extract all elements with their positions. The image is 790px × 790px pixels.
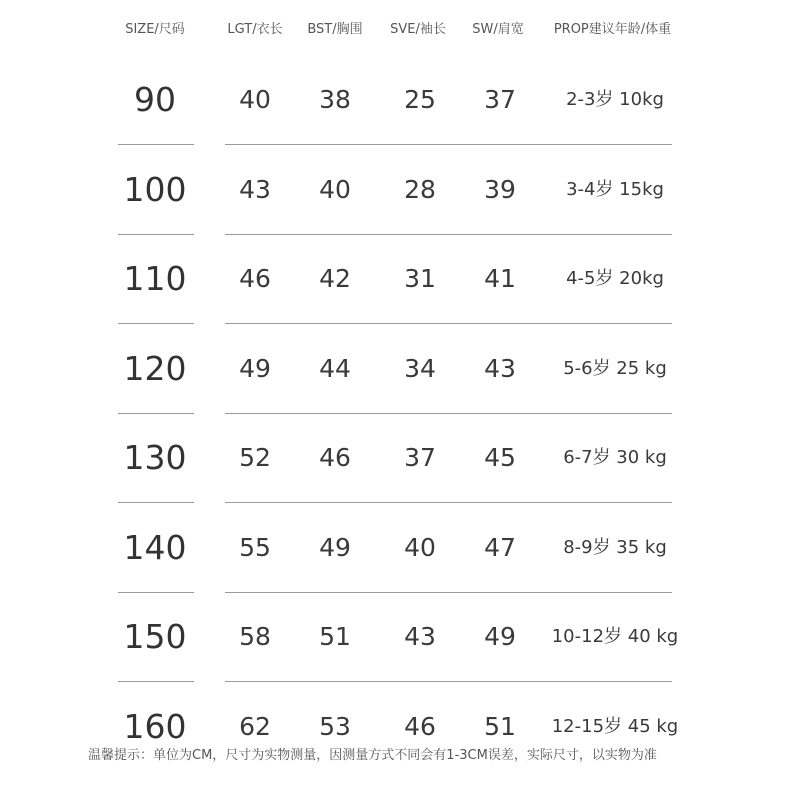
cell-bst: 42 [319,264,351,293]
cell-lgt: 52 [239,443,271,472]
cell-sve: 28 [404,174,436,204]
cell-sve: 46 [404,711,436,741]
cell-sw: 49 [484,622,516,651]
row-divider-data [225,323,672,324]
header-sve: SVE/袖长 [390,22,446,37]
cell-sw: 45 [484,443,516,472]
row-divider-size [118,234,194,235]
row-divider-size [118,502,194,503]
cell-prop: 10-12岁 40 kg [551,626,679,647]
cell-lgt: 46 [239,264,271,293]
cell-prop: 4-5岁 20kg [566,268,664,289]
row-divider-data [225,234,672,235]
cell-sve: 37 [404,443,436,472]
cell-prop: 6-7岁 30 kg [563,447,667,468]
cell-sw: 43 [484,353,516,383]
cell-size: 100 [123,169,187,209]
cell-bst: 44 [319,353,351,383]
cell-prop: 8-9岁 35 kg [563,536,667,558]
header-sw: SW/肩宽 [472,22,524,37]
row-divider-size [118,323,194,324]
cell-bst: 53 [319,711,351,741]
cell-sve: 40 [404,532,436,562]
cell-bst: 46 [319,443,351,472]
header-size: SIZE/尺码 [125,22,185,37]
row-divider-size [118,413,194,414]
footnote: 温馨提示：单位为CM，尺寸为实物测量，因测量方式不同会有1-3CM误差，实际尺寸，以实物为准 [88,748,657,763]
cell-lgt: 58 [239,622,271,651]
row-divider-size [118,592,194,593]
cell-lgt: 40 [239,85,271,114]
row-divider-size [118,144,194,145]
cell-sw: 37 [484,85,516,114]
cell-sw: 47 [484,532,516,562]
header-lgt: LGT/衣长 [227,22,283,37]
cell-lgt: 43 [239,174,271,204]
cell-prop: 12-15岁 45 kg [551,715,679,737]
cell-prop: 5-6岁 25 kg [563,357,667,379]
cell-size: 130 [123,438,187,477]
header-bst: BST/胸围 [307,22,363,37]
row-divider-data [225,681,672,682]
cell-size: 120 [123,348,187,388]
cell-lgt: 55 [239,532,271,562]
cell-sve: 34 [404,353,436,383]
row-divider-data [225,592,672,593]
row-divider-data [225,413,672,414]
cell-bst: 51 [319,622,351,651]
cell-size: 140 [123,527,187,567]
cell-size: 90 [134,80,176,119]
cell-sw: 41 [484,264,516,293]
cell-bst: 49 [319,532,351,562]
row-divider-data [225,144,672,145]
row-divider-size [118,681,194,682]
cell-size: 110 [123,259,187,298]
cell-bst: 40 [319,174,351,204]
cell-size: 150 [123,617,187,656]
cell-lgt: 49 [239,353,271,383]
cell-sw: 39 [484,174,516,204]
cell-size: 160 [123,706,187,746]
cell-sve: 31 [404,264,436,293]
cell-lgt: 62 [239,711,271,741]
cell-bst: 38 [319,85,351,114]
cell-sve: 25 [404,85,436,114]
header-prop: PROP建议年龄/体重 [553,22,672,37]
cell-prop: 2-3岁 10kg [566,89,664,110]
cell-sve: 43 [404,622,436,651]
cell-prop: 3-4岁 15kg [566,178,664,200]
row-divider-data [225,502,672,503]
cell-sw: 51 [484,711,516,741]
